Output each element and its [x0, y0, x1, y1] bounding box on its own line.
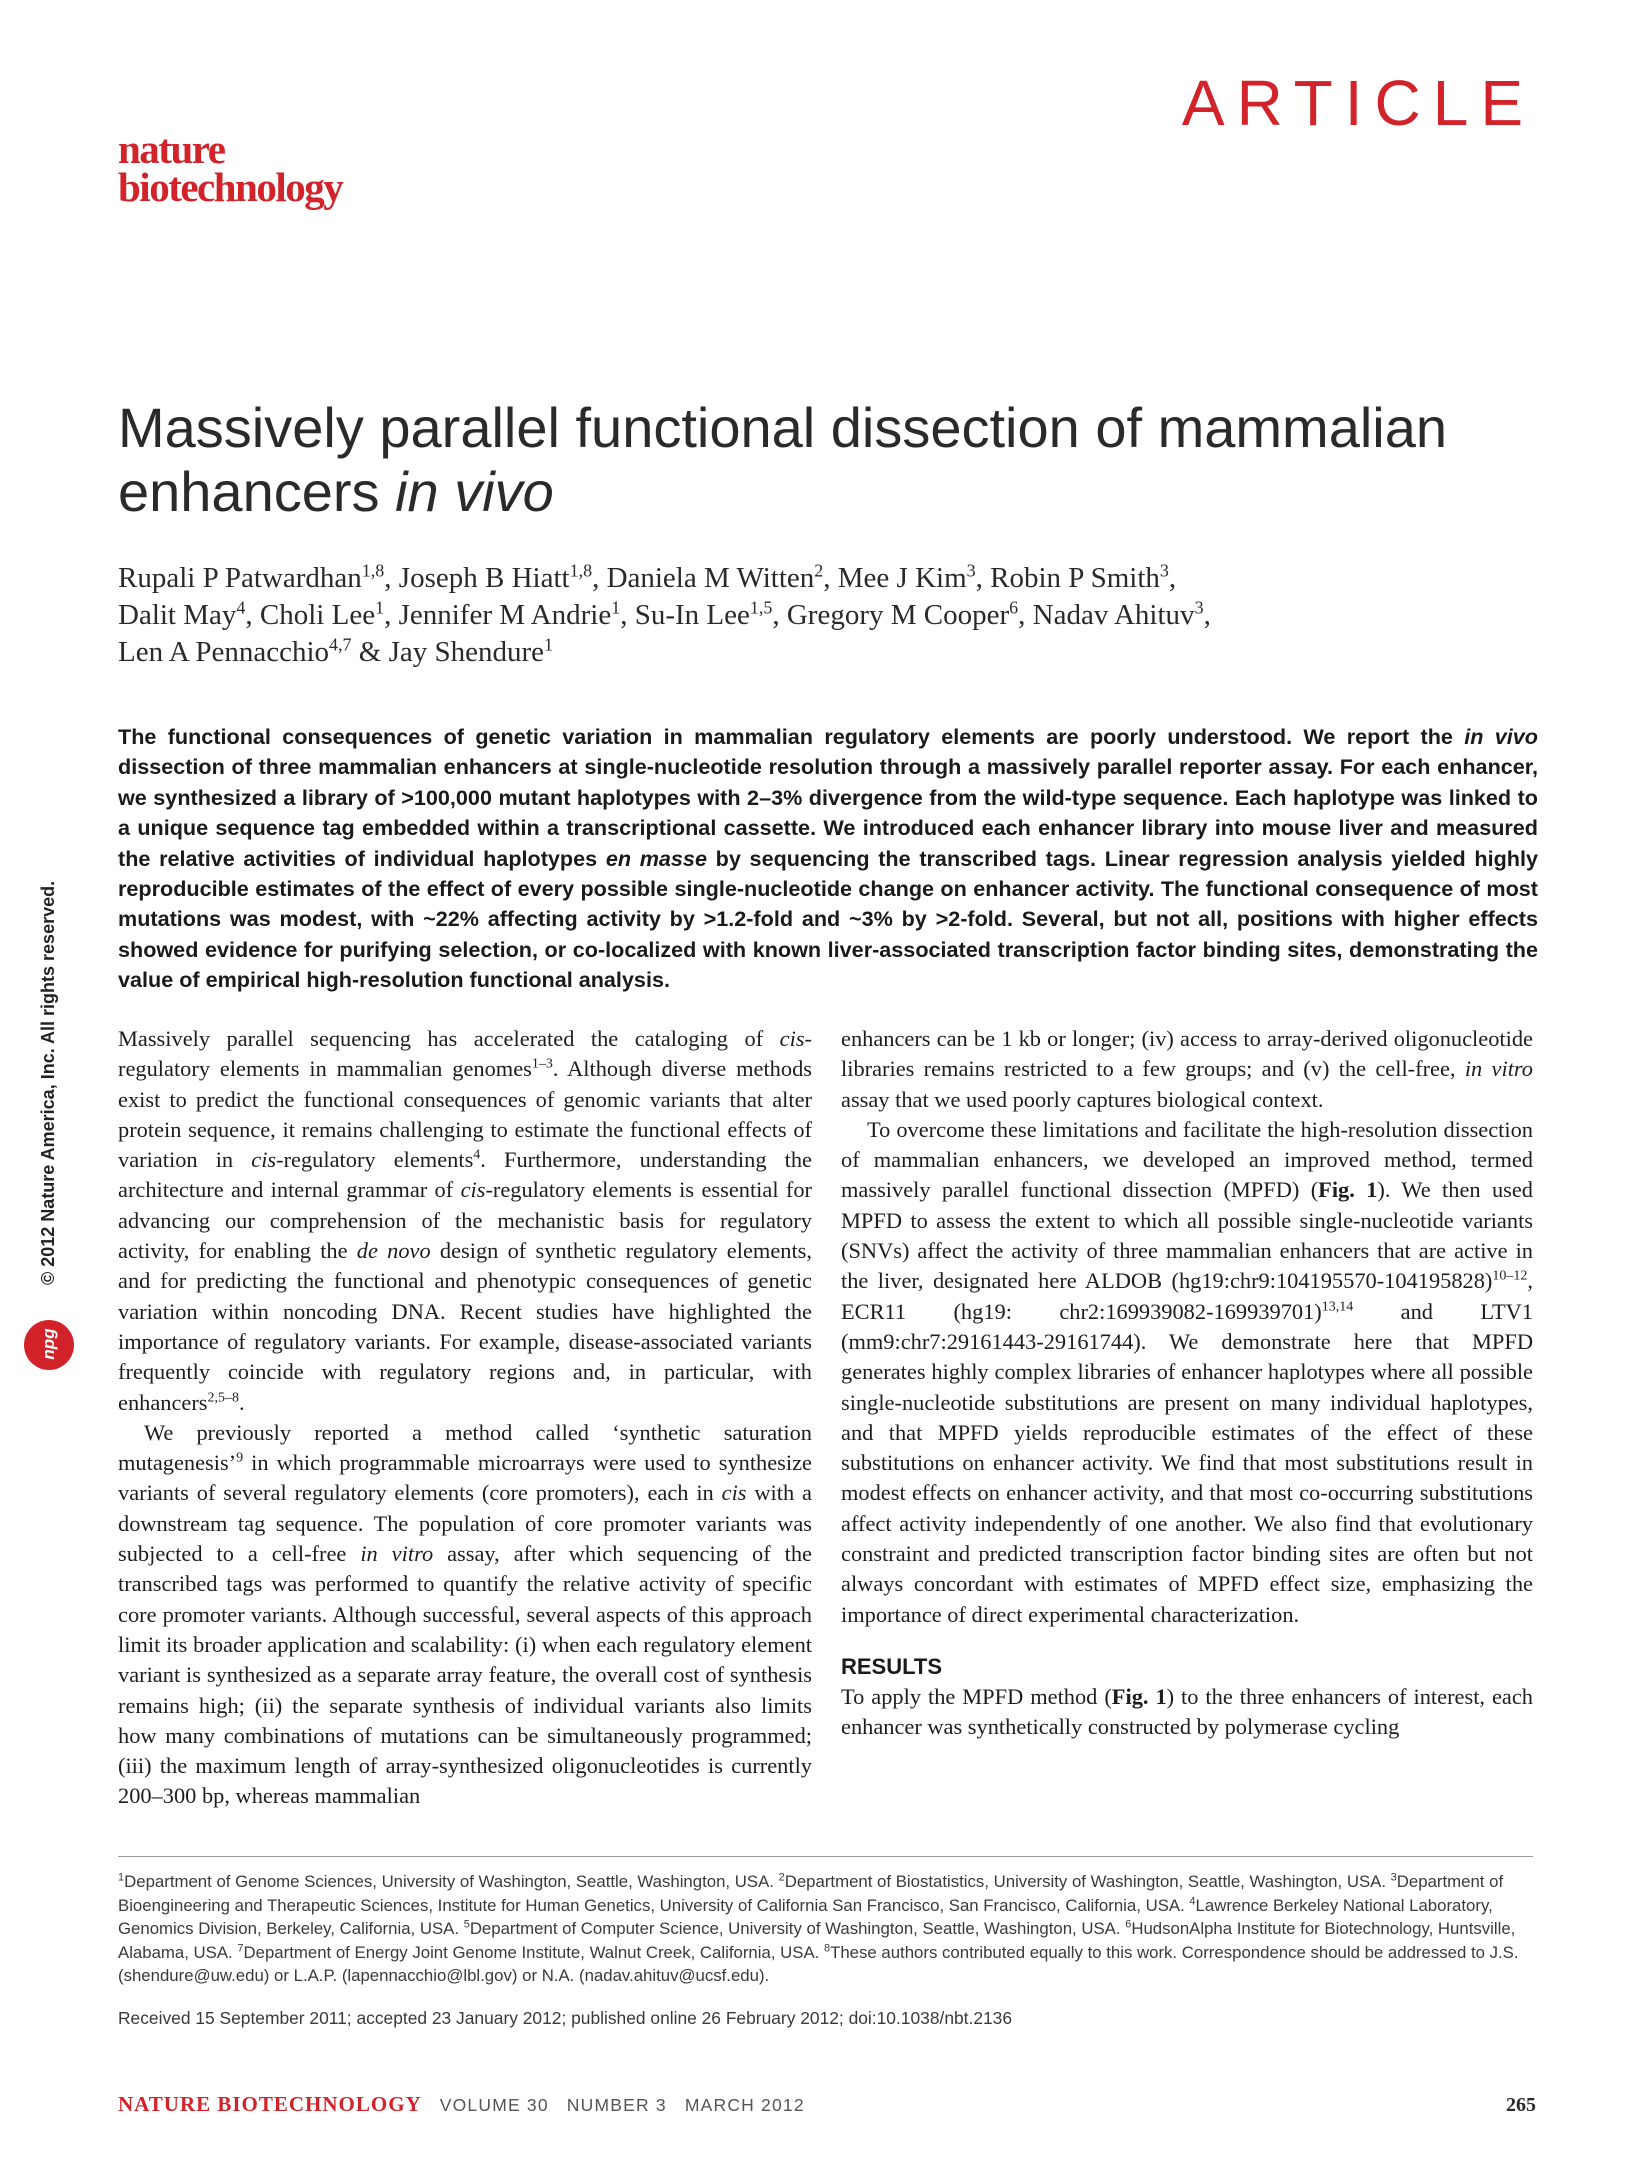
author-name: Dalit May [118, 599, 237, 631]
affiliation-marker: 4 [1189, 1895, 1196, 1907]
title-main: Massively parallel functional dissection of mammalian enhancers [118, 396, 1448, 523]
affiliation-marker: 8 [823, 1942, 831, 1955]
affiliation-text: HudsonAlpha Institute for Biotechnology, Huntsville, Alabama, USA. [118, 1919, 1516, 1962]
citation[interactable]: 10–12 [1492, 1268, 1528, 1284]
journal-logo [118, 126, 343, 210]
affiliation-marker: 3 [1390, 1871, 1397, 1884]
author-affiliation-marker: 1,5 [749, 597, 773, 618]
section-heading-results: RESULTS [841, 1653, 943, 1679]
title-italic: in vivo [395, 460, 554, 523]
affiliation-text: Department of Bioengineering and Therapeutic Sciences, Institute for Human Genetics, University of California San Francisco, San Francisco, California, USA. [118, 1872, 1504, 1915]
author-affiliation-marker: 1 [375, 597, 385, 618]
abstract-italic: in vivo [1464, 724, 1538, 749]
author-name: Len A Pennacchio [118, 636, 330, 668]
body-column-right [841, 1024, 1533, 1743]
citation[interactable]: 9 [236, 1450, 244, 1466]
author-name: Jennifer M Andrie [398, 599, 612, 631]
abstract-text: dissection of three mammalian enhancers at single-nucleotide resolution through a massively parallel reporter assay. For each enhancer, we synthesized a library of >100,000 mutant haplotypes with 2–3% divergence from the wild-type sequence. Each haplotype was linked to a unique sequence tag embedded within a transcriptional cassette. We introduced each enhancer library into mouse liver and measured the relative activities of individual haplotypes [118, 754, 1538, 871]
abstract-text: by sequencing the transcribed tags. Linear regression analysis yielded highly reproducible estimates of the effect of every possible single-nucleotide change on enhancer activity. The functional consequence of most mutations was modest, with ~22% affecting activity by >1.2-fold and ~3% by >2-fold. Several, but not all, positions with higher effects showed evidence for purifying selection, or co-localized with known liver-associated transcription factor binding sites, demonstrating the value of empirical high-resolution functional analysis. [118, 845, 1538, 993]
affiliation-text: Lawrence Berkeley National Laboratory, Genomics Division, Berkeley, California, USA. [118, 1895, 1493, 1939]
publication-dates: Received 15 September 2011; accepted 23 January 2012; published online 26 February 2012; doi:10.1038/nbt.2136 [118, 2008, 1013, 2028]
author-name: Choli Lee [259, 599, 376, 631]
figure-reference[interactable]: Fig. 1 [1111, 1683, 1167, 1709]
npg-logo [24, 1320, 74, 1370]
author-name: Su-In Lee [634, 599, 750, 631]
footer-journal-name: NATURE BIOTECHNOLOGY [118, 2092, 422, 2116]
article-title [118, 396, 1558, 524]
affiliations [118, 1870, 1538, 1988]
author-name: Gregory M Cooper [786, 599, 1010, 631]
author-name: Robin P Smith [990, 562, 1160, 594]
author-list: Rupali P Patwardhan$^{1,8}$, Joseph B Hiatt$^{1,8}$, Daniela M Witten$^2$, Mee J Kim$^3$, Robin P Smith$^3$, Dalit May$^4$, Choli Lee$^1$, Jennifer M Andrie$^1$, Su-In Lee$^{1,5}$, Gregory M Cooper$^6$, Nadav Ahituv$^3$, Len A Pennacchio$^{4,7}$ & Jay Shendure$^1$ [118, 560, 1211, 668]
author-affiliation-marker: 1,8 [569, 560, 593, 581]
footer-number: NUMBER 3 [566, 2095, 667, 2115]
body-paragraph: To overcome these limitations and facilitate the high-resolution dissection of mammalian enhancers, we developed an improved method, termed massively parallel functional dissection (MPFD) (Fig. 1). We then used MPFD to assess the extent to which all possible single-nucleotide variants (SNVs) affect the activity of three mammalian enhancers that are active in the liver, designated here ALDOB (hg19:chr9:104195570-104195828)$^{10-12}$, ECR11 (hg19: chr2:169939082-169939701)$^{13,14}$ and LTV1 (mm9:chr7:29161443-29161744). We demonstrate here that MPFD generates highly complex libraries of enhancer haplotypes where all possible single-nucleotide substitutions are present on many individual haplotypes, and that MPFD yields reproducible estimates of the effect of these substitutions on enhancer activity. We find that most substitutions result in modest effects on enhancer activity, and that most co-occurring substitutions affect activity independently of one another. We also find that evolutionary constraint and predicted transcription factor binding sites are often but not always concordant with estimates of MPFD effect size, emphasizing the importance of direct experimental characterization. [841, 1116, 1533, 1627]
author-name: Jay Shendure [388, 636, 545, 668]
author-name: Rupali P Patwardhan [118, 562, 362, 594]
citation[interactable]: 4 [473, 1147, 481, 1163]
affiliation-marker: 6 [1125, 1918, 1132, 1931]
article-type-label: ARTICLE [1181, 67, 1535, 139]
author-name: Daniela M Witten [606, 562, 815, 594]
citation[interactable]: 13,14 [1321, 1299, 1354, 1315]
author-affiliation-marker: 3 [966, 560, 976, 581]
author-affiliation-marker: 1,8 [361, 560, 385, 581]
author-affiliation-marker: 3 [1159, 560, 1169, 581]
side-copyright [38, 795, 78, 1285]
affiliation-marker: 2 [778, 1871, 785, 1884]
figure-reference[interactable]: Fig. 1 [1318, 1177, 1378, 1203]
affiliation-text: These authors contributed equally to this work. Correspondence should be addressed to J.S. (shendure@uw.edu) or L.A.P. (lapennacchio@lbl.gov) or N.A. (nadav.ahituv@ucsf.edu). [118, 1942, 1519, 1986]
body-paragraph: enhancers can be 1 kb or longer; (iv) access to array-derived oligonucleotide libraries remains restricted to a few groups; and (v) the cell-free, in vitro assay that we used poorly captures biological context. [841, 1026, 1533, 1112]
affiliation-marker: 5 [463, 1918, 470, 1931]
author-name: Mee J Kim [837, 562, 967, 594]
page-footer [118, 2092, 805, 2117]
abstract-italic: en masse [605, 845, 707, 871]
affiliation-text: Department of Energy Joint Genome Institute, Walnut Creek, California, USA. [243, 1942, 824, 1962]
author-affiliation-marker: 6 [1009, 597, 1019, 618]
abstract [118, 722, 1538, 996]
npg-logo-text: npg [39, 1328, 58, 1360]
author-affiliation-marker: 1 [544, 634, 554, 655]
footer-volume: VOLUME 30 [439, 2095, 549, 2115]
body-paragraph: We previously reported a method called ‘synthetic saturation mutagenesis’$^9$ in which programmable microarrays were used to synthesize variants of several regulatory elements (core promoters), each in cis with a downstream tag sequence. The population of core promoter variants was subjected to a cell-free in vitro assay, after which sequencing of the transcribed tags was performed to quantify the relative activity of specific core promoter variants. Although successful, several aspects of this approach limit its broader application and scalability: (i) when each regulatory element variant is synthesized as a separate array feature, the overall cost of synthesis remains high; (ii) the separate synthesis of individual variants also limits how many combinations of mutations can be simultaneously programmed; (iii) the maximum length of array-synthesized oligonucleotides is currently 200–300 bp, whereas mammalian [118, 1419, 812, 1809]
affiliation-marker: 1 [118, 1871, 125, 1884]
author-affiliation-marker: 4,7 [329, 634, 352, 655]
abstract-text: The functional consequences of genetic variation in mammalian regulatory elements are poorly understood. We report the [118, 724, 1465, 749]
affiliation-marker: 7 [237, 1942, 244, 1955]
author-name: Nadav Ahituv [1032, 599, 1195, 631]
copyright-text: © 2012 Nature America, Inc. All rights reserved. [38, 880, 58, 1285]
citation[interactable]: 1–3 [531, 1056, 553, 1072]
journal-logo-line2: biotechnology [118, 164, 343, 210]
citation[interactable]: 2,5–8 [207, 1390, 240, 1406]
body-paragraph: To apply the MPFD method (Fig. 1) to the three enhancers of interest, each enhancer was synthetically constructed by polymerase cycling [841, 1683, 1533, 1740]
author-affiliation-marker: 3 [1194, 597, 1204, 618]
journal-logo-line1: nature [118, 126, 225, 172]
author-name: Joseph B Hiatt [398, 562, 570, 594]
author-affiliation-marker: 4 [236, 597, 246, 618]
body-column-left [118, 1024, 812, 1812]
footnote-divider [118, 1856, 1533, 1857]
affiliation-text: Department of Computer Science, University of Washington, Seattle, Washington, USA. [469, 1919, 1126, 1939]
body-paragraph: Massively parallel sequencing has accelerated the cataloging of cis-regulatory elements in mammalian genomes$^{1-3}$. Although diverse methods exist to predict the functional consequences of genomic variants that alter protein sequence, it remains challenging to estimate the functional effects of variation in cis-regulatory elements$^4$. Furthermore, understanding the architecture and internal grammar of cis-regulatory elements is essential for advancing our comprehension of the mechanistic basis for regulatory activity, for enabling the de novo design of synthetic regulatory elements, and for predicting the functional and phenotypic consequences of genetic variation within noncoding DNA. Recent studies have highlighted the importance of regulatory variants. For example, disease-associated variants frequently coincide with regulatory regions and, in particular, with enhancers$^{2,5-8}$. [118, 1026, 812, 1415]
affiliation-text: Department of Biostatistics, University of Washington, Seattle, Washington, USA. [784, 1872, 1391, 1891]
affiliation-text: Department of Genome Sciences, University of Washington, Seattle, Washington, USA. [124, 1872, 779, 1891]
author-affiliation-marker: 2 [814, 560, 824, 581]
page-number: 265 [1506, 2094, 1536, 2116]
footer-date: MARCH 2012 [684, 2095, 805, 2115]
author-affiliation-marker: 1 [611, 597, 621, 618]
